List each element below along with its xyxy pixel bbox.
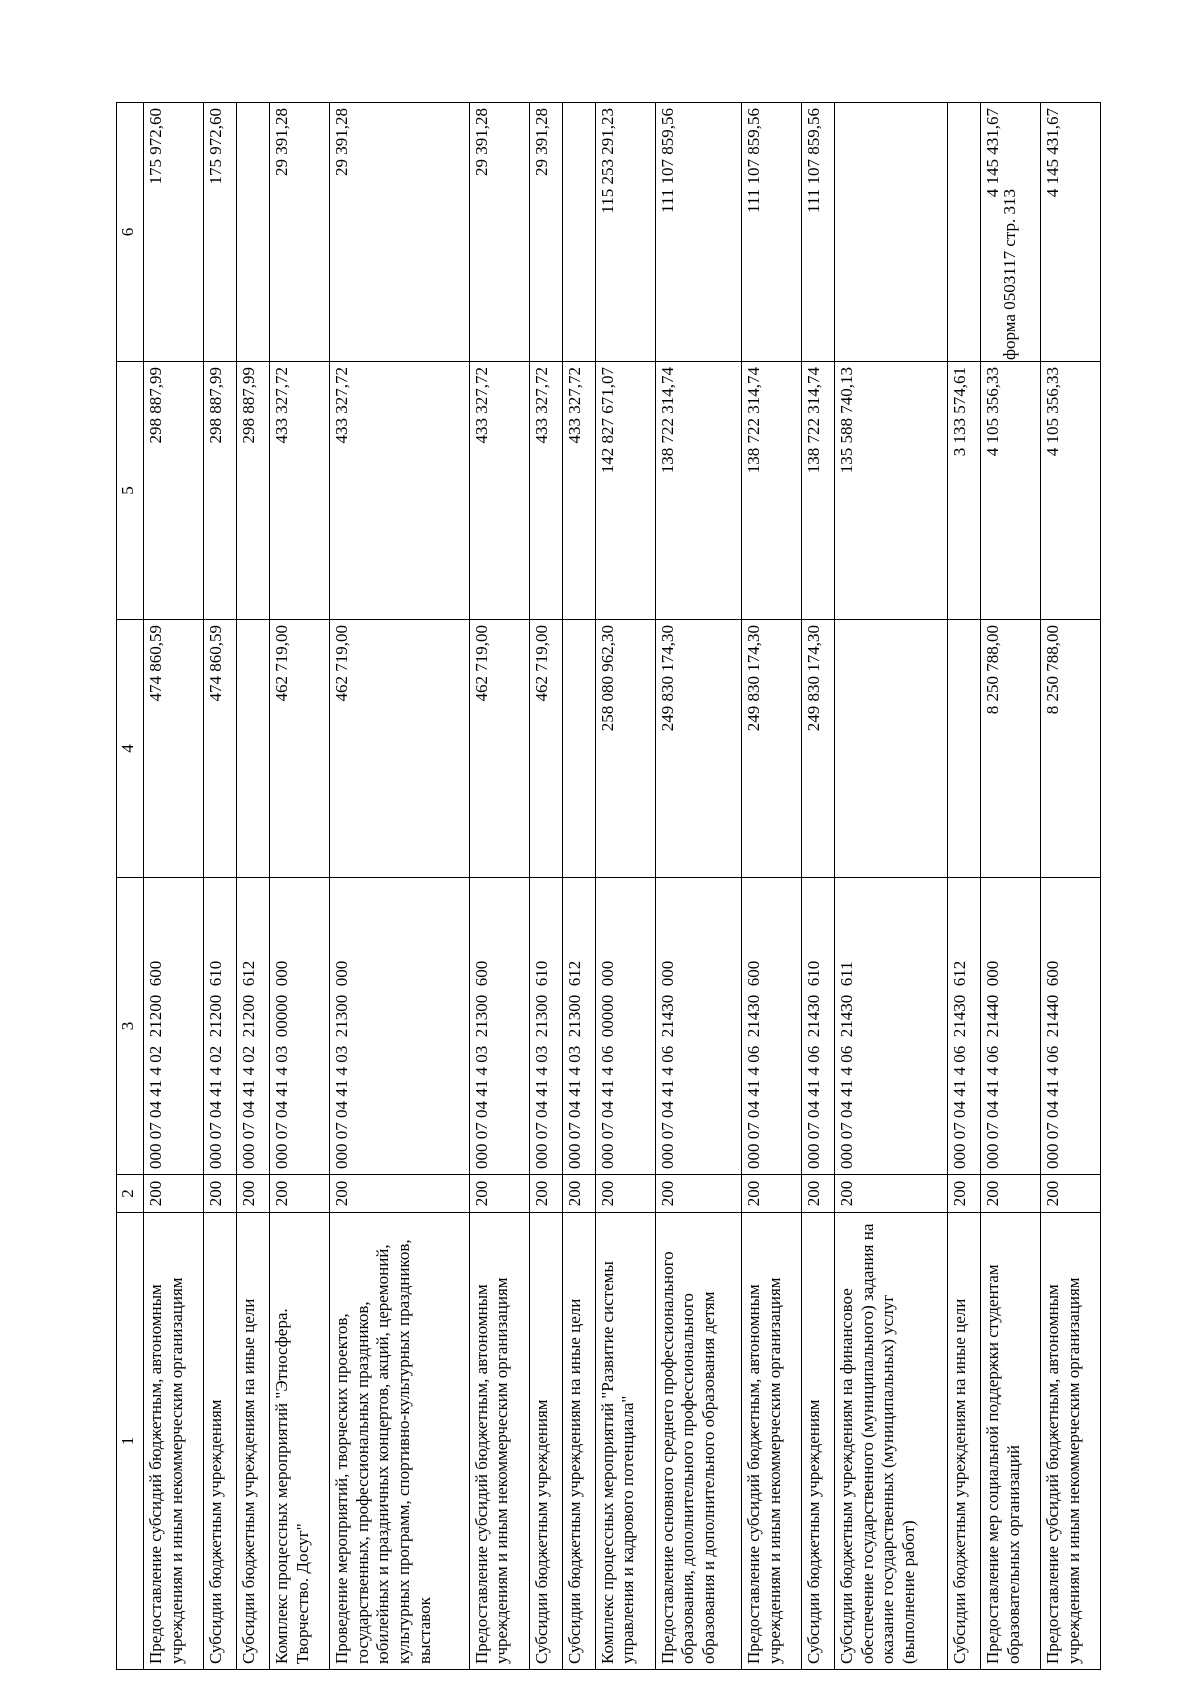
row-approved-amount-cell: 462 719,00	[270, 620, 330, 878]
row-name-cell: Предоставление субсидий бюджетным, автономным учреждениям и иным некоммерческим организациям	[1041, 1213, 1101, 1670]
row-unexecuted-amount-cell: 29 391,28	[329, 103, 469, 362]
row-name-cell: Предоставление субсидий бюджетным, автономным учреждениям и иным некоммерческим организациям	[469, 1213, 529, 1670]
table-row	[801, 103, 834, 1670]
row-unexecuted-amount-cell	[236, 103, 269, 362]
row-executed-amount-cell: 138 722 314,74	[655, 362, 742, 620]
row-unexecuted-amount-cell: 111 107 859,56	[742, 103, 802, 362]
table-row	[270, 103, 330, 1670]
row-line-code-cell: 200	[948, 1175, 981, 1213]
table-row	[742, 103, 802, 1670]
table-row	[329, 103, 469, 1670]
column-header: 2	[117, 1175, 144, 1213]
row-executed-amount-cell: 433 327,72	[469, 362, 529, 620]
row-unexecuted-amount-cell	[562, 103, 595, 362]
row-approved-amount-cell	[236, 620, 269, 878]
row-line-code-cell: 200	[203, 1175, 236, 1213]
row-classification-code-cell: 000 07 04 41 4 06 21440 600	[1041, 878, 1101, 1175]
row-executed-amount-cell: 135 588 740,13	[834, 362, 947, 620]
row-executed-amount-cell: 138 722 314,74	[801, 362, 834, 620]
row-executed-amount-cell: 298 887,99	[236, 362, 269, 620]
row-name-cell: Предоставление субсидий бюджетным, автономным учреждениям и иным некоммерческим организациям	[742, 1213, 802, 1670]
row-unexecuted-amount-cell: 175 972,60	[203, 103, 236, 362]
row-classification-code-cell: 000 07 04 41 4 03 21300 000	[329, 878, 469, 1175]
row-approved-amount-cell: 258 080 962,30	[595, 620, 655, 878]
table-row	[469, 103, 529, 1670]
row-line-code-cell: 200	[144, 1175, 204, 1213]
row-name-cell: Субсидии бюджетным учреждениям на финансовое обеспечение государственного (муниципального) задания на оказание государственных (муниципальных) услуг (выполнение работ)	[834, 1213, 947, 1670]
row-line-code-cell: 200	[981, 1175, 1041, 1213]
row-executed-amount-cell: 138 722 314,74	[742, 362, 802, 620]
row-classification-code-cell: 000 07 04 41 4 03 21300 600	[469, 878, 529, 1175]
row-name-cell: Субсидии бюджетным учреждениям	[203, 1213, 236, 1670]
table-row	[834, 103, 947, 1670]
table-row	[1041, 103, 1101, 1670]
row-line-code-cell: 200	[236, 1175, 269, 1213]
column-header: 3	[117, 878, 144, 1175]
row-unexecuted-amount-cell: 111 107 859,56	[655, 103, 742, 362]
row-unexecuted-amount-cell: 115 253 291,23	[595, 103, 655, 362]
table-row	[981, 103, 1041, 1670]
form-number-header: форма 0503117 стр. 313	[1000, 189, 1019, 360]
rotated-page	[116, 103, 1101, 1670]
table-row	[203, 103, 236, 1670]
row-line-code-cell: 200	[329, 1175, 469, 1213]
row-unexecuted-amount-cell: 29 391,28	[529, 103, 562, 362]
column-header: 1	[117, 1213, 144, 1670]
row-name-cell: Предоставление субсидий бюджетным, автономным учреждениям и иным некоммерческим организациям	[144, 1213, 204, 1670]
row-approved-amount-cell: 8 250 788,00	[981, 620, 1041, 878]
row-executed-amount-cell: 433 327,72	[529, 362, 562, 620]
row-line-code-cell: 200	[562, 1175, 595, 1213]
table-row	[595, 103, 655, 1670]
row-classification-code-cell: 000 07 04 41 4 06 21430 610	[801, 878, 834, 1175]
row-unexecuted-amount-cell: 175 972,60	[144, 103, 204, 362]
row-executed-amount-cell: 298 887,99	[144, 362, 204, 620]
row-classification-code-cell: 000 07 04 41 4 02 21200 600	[144, 878, 204, 1175]
row-approved-amount-cell: 462 719,00	[329, 620, 469, 878]
row-name-cell: Субсидии бюджетным учреждениям на иные цели	[562, 1213, 595, 1670]
row-line-code-cell: 200	[801, 1175, 834, 1213]
row-executed-amount-cell: 4 105 356,33	[1041, 362, 1101, 620]
row-line-code-cell: 200	[834, 1175, 947, 1213]
column-header: 4	[117, 620, 144, 878]
row-classification-code-cell: 000 07 04 41 4 06 21440 000	[981, 878, 1041, 1175]
table-row	[529, 103, 562, 1670]
row-line-code-cell: 200	[1041, 1175, 1101, 1213]
row-name-cell: Субсидии бюджетным учреждениям	[529, 1213, 562, 1670]
column-header: 6	[117, 103, 144, 362]
row-classification-code-cell: 000 07 04 41 4 06 21430 000	[655, 878, 742, 1175]
row-unexecuted-amount-cell: 111 107 859,56	[801, 103, 834, 362]
row-classification-code-cell: 000 07 04 41 4 03 21300 612	[562, 878, 595, 1175]
row-classification-code-cell: 000 07 04 41 4 06 21430 612	[948, 878, 981, 1175]
row-approved-amount-cell: 249 830 174,30	[801, 620, 834, 878]
row-executed-amount-cell: 3 133 574,61	[948, 362, 981, 620]
row-name-cell: Субсидии бюджетным учреждениям на иные цели	[948, 1213, 981, 1670]
table-row	[562, 103, 595, 1670]
row-classification-code-cell: 000 07 04 41 4 06 21430 611	[834, 878, 947, 1175]
table-row	[144, 103, 204, 1670]
column-header: 5	[117, 362, 144, 620]
row-name-cell: Субсидии бюджетным учреждениям	[801, 1213, 834, 1670]
row-name-cell: Комплекс процессных мероприятий "Этносфера. Творчество. Досуг"	[270, 1213, 330, 1670]
row-executed-amount-cell: 298 887,99	[203, 362, 236, 620]
table-row	[655, 103, 742, 1670]
row-name-cell: Субсидии бюджетным учреждениям на иные цели	[236, 1213, 269, 1670]
row-classification-code-cell: 000 07 04 41 4 03 21300 610	[529, 878, 562, 1175]
row-unexecuted-amount-cell	[834, 103, 947, 362]
row-approved-amount-cell: 462 719,00	[469, 620, 529, 878]
row-unexecuted-amount-cell: 29 391,28	[469, 103, 529, 362]
row-line-code-cell: 200	[469, 1175, 529, 1213]
row-approved-amount-cell: 474 860,59	[203, 620, 236, 878]
row-name-cell: Комплекс процессных мероприятий "Развитие системы управления и кадрового потенциала"	[595, 1213, 655, 1670]
row-executed-amount-cell: 142 827 671,07	[595, 362, 655, 620]
row-unexecuted-amount-cell: 4 145 431,67	[1041, 103, 1101, 362]
row-line-code-cell: 200	[742, 1175, 802, 1213]
table-row	[236, 103, 269, 1670]
table-header-row	[117, 103, 144, 1670]
row-classification-code-cell: 000 07 04 41 4 02 21200 612	[236, 878, 269, 1175]
row-approved-amount-cell: 249 830 174,30	[742, 620, 802, 878]
table-row	[948, 103, 981, 1670]
row-classification-code-cell: 000 07 04 41 4 06 00000 000	[595, 878, 655, 1175]
row-line-code-cell: 200	[270, 1175, 330, 1213]
row-name-cell: Проведение мероприятий, творческих проектов, государственных, профессиональных праздников, юбилейных и праздничных концертов, акций, церемоний, культурных программ, спортивно-культурных праздников, выставок	[329, 1213, 469, 1670]
row-executed-amount-cell: 433 327,72	[270, 362, 330, 620]
row-approved-amount-cell: 474 860,59	[144, 620, 204, 878]
row-approved-amount-cell	[948, 620, 981, 878]
row-approved-amount-cell: 249 830 174,30	[655, 620, 742, 878]
row-approved-amount-cell	[562, 620, 595, 878]
row-classification-code-cell: 000 07 04 41 4 02 21200 610	[203, 878, 236, 1175]
row-unexecuted-amount-cell: 4 145 431,67	[981, 103, 1041, 362]
row-name-cell: Предоставление основного среднего профессионального образования, дополнительного профессионального образования и дополнительного образования детям	[655, 1213, 742, 1670]
row-line-code-cell: 200	[529, 1175, 562, 1213]
row-approved-amount-cell: 8 250 788,00	[1041, 620, 1101, 878]
row-unexecuted-amount-cell	[948, 103, 981, 362]
row-classification-code-cell: 000 07 04 41 4 06 21430 600	[742, 878, 802, 1175]
row-executed-amount-cell: 433 327,72	[562, 362, 595, 620]
row-approved-amount-cell	[834, 620, 947, 878]
row-line-code-cell: 200	[655, 1175, 742, 1213]
row-approved-amount-cell: 462 719,00	[529, 620, 562, 878]
row-name-cell: Предоставление мер социальной поддержки студентам образовательных организаций	[981, 1213, 1041, 1670]
row-executed-amount-cell: 433 327,72	[329, 362, 469, 620]
budget-execution-table	[116, 102, 1101, 1670]
row-line-code-cell: 200	[595, 1175, 655, 1213]
row-executed-amount-cell: 4 105 356,33	[981, 362, 1041, 620]
row-classification-code-cell: 000 07 04 41 4 03 00000 000	[270, 878, 330, 1175]
row-unexecuted-amount-cell: 29 391,28	[270, 103, 330, 362]
